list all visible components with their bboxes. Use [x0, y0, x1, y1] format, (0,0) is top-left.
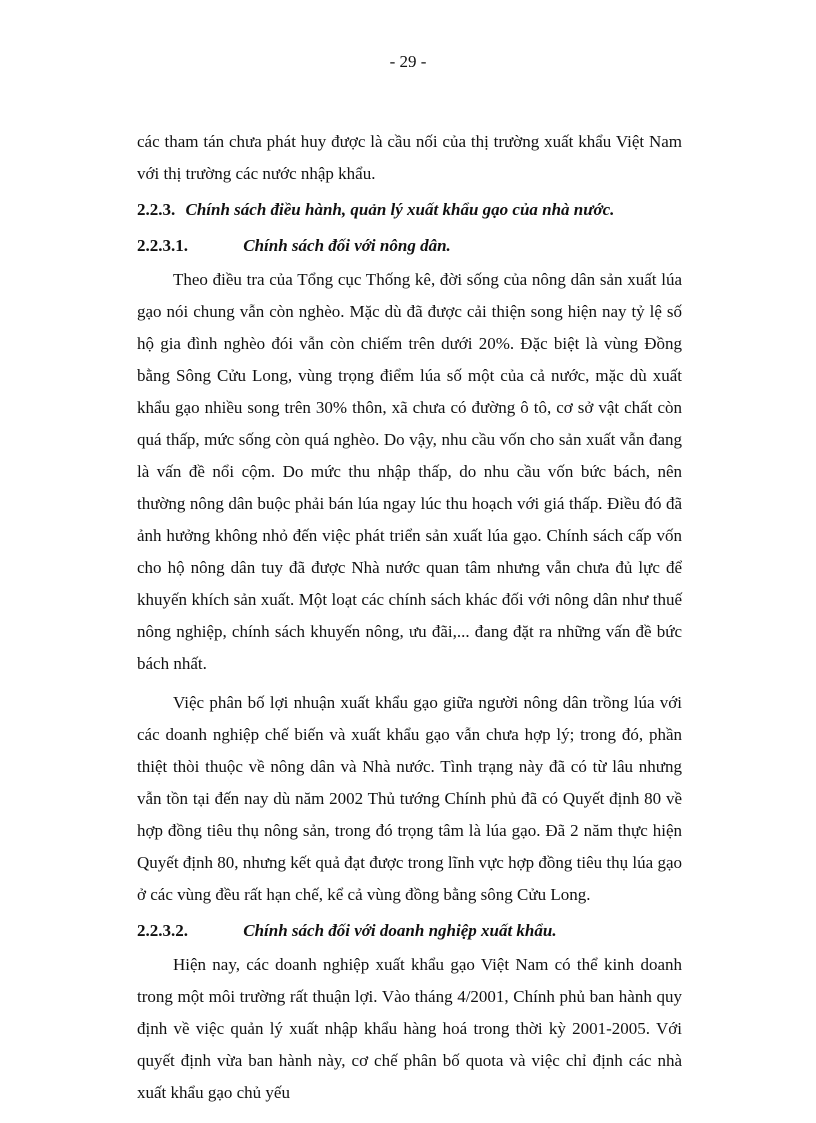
intro-paragraph: các tham tán chưa phát huy được là cầu nối của thị trường xuất khẩu Việt Nam với thị trường các nước nhập khẩu.: [137, 132, 682, 183]
section-heading-2-2-3-1: [137, 230, 682, 262]
paragraph-export-enterprises: Hiện nay, các doanh nghiệp xuất khẩu gạo Việt Nam có thể kinh doanh trong một môi trường rất thuận lợi. Vào tháng 4/2001, Chính phủ ban hành quy định về việc quản lý xuất nhập khẩu hàng hoá trong thời kỳ 2001-2005. Với quyết định vừa ban hành này, cơ chế phân bố quota và việc chỉ định các nhà xuất khẩu gạo chủ yếu: [137, 955, 682, 1102]
section-title: Chính sách đối với doanh nghiệp xuất khẩu.: [243, 921, 557, 940]
paragraph-farmers: Theo điều tra của Tổng cục Thống kê, đời sống của nông dân sản xuất lúa gạo nói chung vẫn còn nghèo. Mặc dù đã được cải thiện song hiện nay tỷ lệ số hộ gia đình nghèo đói vẫn còn chiếm trên dưới 20%. Đặc biệt là vùng Đồng bằng Sông Cửu Long, vùng trọng điểm lúa số một của cả nước, mặc dù xuất khẩu gạo nhiều song trên 30% thôn, xã chưa có đường ô tô, cơ sở vật chất còn quá thấp, mức sống còn quá nghèo. Do vậy, nhu cầu vốn cho sản xuất vẫn đang là vấn đề nổi cộm. Do mức thu nhập thấp, do nhu cầu vốn bức bách, nên thường nông dân buộc phải bán lúa ngay lúc thu hoạch với giá thấp. Điều đó đã ảnh hưởng không nhỏ đến việc phát triển sản xuất lúa gạo. Chính sách cấp vốn cho hộ nông dân tuy đã được Nhà nước quan tâm nhưng vẫn chưa đủ lực để khuyến khích sản xuất. Một loạt các chính sách khác đối với nông dân như thuế nông nghiệp, chính sách khuyến nông, ưu đãi,... đang đặt ra những vấn đề bức bách nhất.: [137, 270, 682, 673]
section-number: 2.2.3.2.: [137, 921, 188, 940]
paragraph-profit-distribution: Việc phân bố lợi nhuận xuất khẩu gạo giữa người nông dân trồng lúa với các doanh nghiệp chế biến và xuất khẩu gạo vẫn chưa hợp lý; trong đó, phần thiệt thòi thuộc về nông dân và Nhà nước. Tình trạng này đã có từ lâu nhưng vẫn tồn tại đến nay dù năm 2002 Thủ tướng Chính phủ đã có Quyết định 80 về hợp đồng tiêu thụ nông sản, trong đó trọng tâm là lúa gạo. Đã 2 năm thực hiện Quyết định 80, nhưng kết quả đạt được trong lĩnh vực hợp đồng tiêu thụ lúa gạo ở các vùng đều rất hạn chế, kể cả vùng đồng bằng sông Cửu Long.: [137, 693, 682, 904]
section-title: Chính sách điều hành, quản lý xuất khẩu gạo của nhà nước.: [185, 200, 615, 219]
section-number: 2.2.3.1.: [137, 236, 188, 255]
section-heading-2-2-3: [137, 194, 682, 226]
section-title: Chính sách đối với nông dân.: [243, 236, 451, 255]
page-number: - 29 -: [389, 52, 427, 71]
document-body: [137, 126, 682, 1109]
section-number: 2.2.3.: [137, 200, 176, 219]
section-heading-2-2-3-2: [137, 915, 682, 947]
